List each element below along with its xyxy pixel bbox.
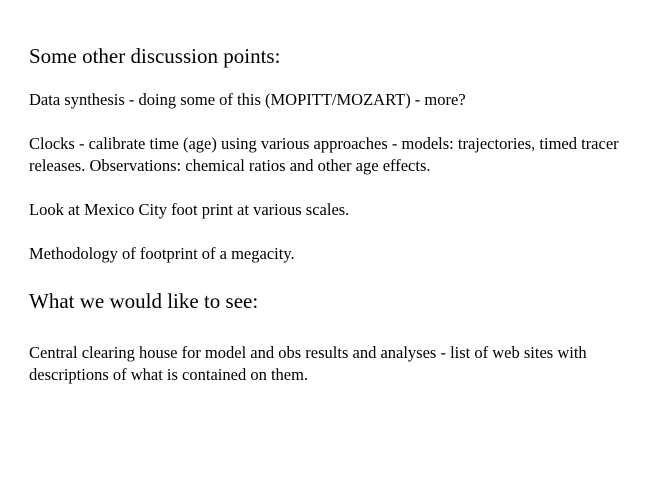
would-like-to-see-heading: What we would like to see: xyxy=(29,289,259,313)
point-clocks: Clocks - calibrate time (age) using various approaches - models: trajectories, timed tracer releases. Observations: chemical ratios and other age effects. xyxy=(29,134,619,175)
point-mexico-city-footprint: Look at Mexico City foot print at various scales. xyxy=(29,200,350,219)
point-methodology: Methodology of footprint of a megacity. xyxy=(29,244,295,263)
point-clearing-house: Central clearing house for model and obs results and analyses - list of web sites with descriptions of what is contained on them. xyxy=(29,343,587,384)
point-data-synthesis: Data synthesis - doing some of this (MOPITT/MOZART) - more? xyxy=(29,90,466,109)
discussion-points-heading: Some other discussion points: xyxy=(29,44,281,68)
